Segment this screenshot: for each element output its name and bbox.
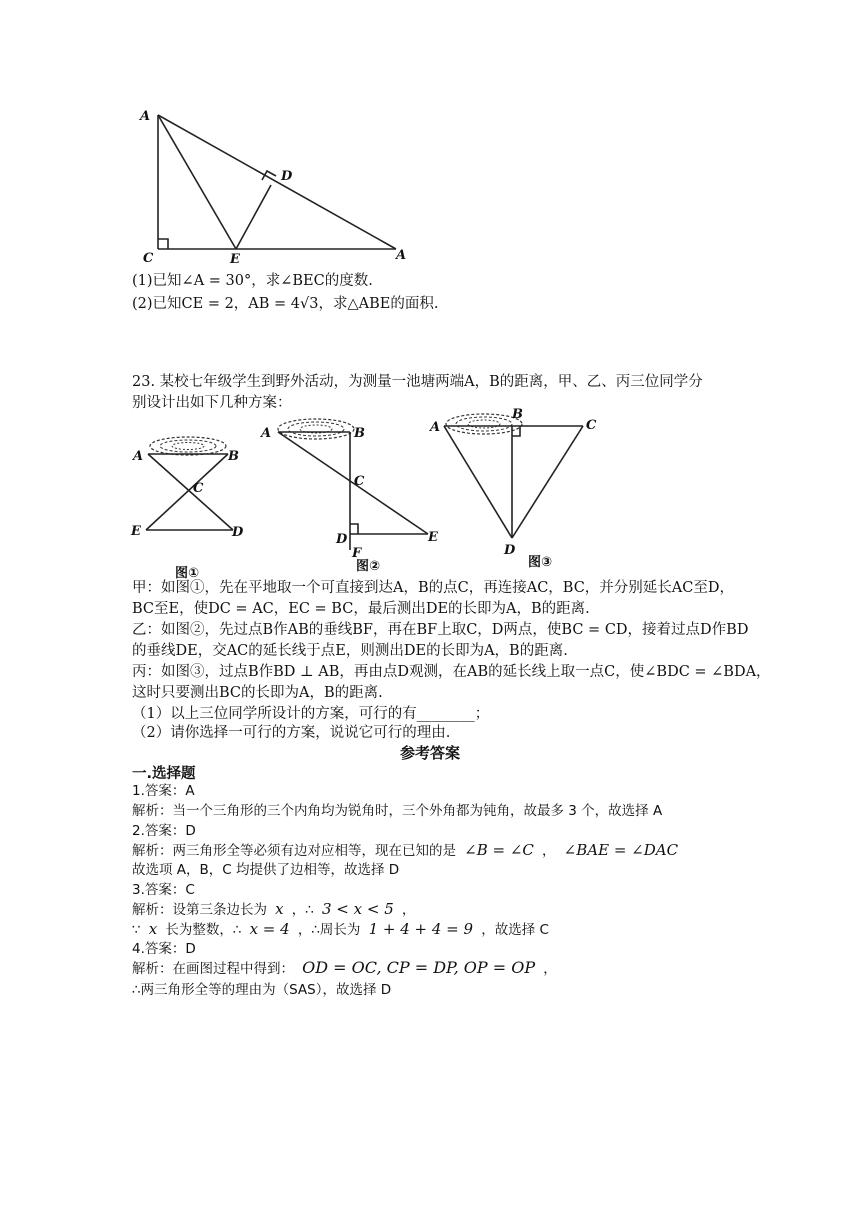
answer-4-explanation-2 [132,980,391,1000]
answer-3-line2-text-1: 长为整数，∴ [165,922,242,938]
q23-sub2: （2）请你选择一可行的方案，说说它可行的理由. [132,725,451,741]
fig3-caption: 图③ [528,555,553,570]
answer-3-explanation-text: 解析：设第三条边长为 [132,902,267,918]
bing-line1: 丙：如图③，过点B作BD ⊥ AB，再由点D观测，在AB的延长线上取一点C，使∠BDC = ∠BDA， [132,664,771,680]
answer-2 [132,821,196,841]
answer-3-end: ， [401,902,416,918]
answer-2-explanation-text: 解析：两三角形全等必须有边对应相等，现在已知的是 [132,843,456,859]
fig2-caption: 图② [356,559,381,572]
answer-3-explanation-2 [132,919,549,940]
fig3-label-a: A [430,420,441,435]
answer-3-explanation [132,899,415,920]
fig1-caption: 图① [175,566,200,581]
fig3-label-c: C [586,418,597,433]
fig1-label-c: C [193,481,204,496]
q23-figure-3 [428,402,608,574]
jia-line1: 甲：如图①，先在平地取一个可直接到达A，B的点C，再连接AC，BC，并分别延长AC至D， [132,580,734,596]
answer-1-explanation-text: 解析：当一个三角形的三个内角均为锐角时，三个外角都为钝角，故最多 3 个，故选择 A [132,803,663,819]
answer-4-text: 4.答案：D [132,941,196,957]
pond-icon [278,419,354,439]
fig1-label-b: B [228,449,239,464]
answer-2-explanation [132,840,678,861]
q22-label-e: E [230,252,240,265]
answer-3-line2-text-3: ，故选择 C [481,922,549,938]
answer-3-mid: ，∴ [291,902,314,918]
q23-figure-2 [256,412,446,572]
fig1-label-d: D [232,525,244,540]
q23-sub1: （1）以上三位同学所设计的方案，可行的有________； [132,706,490,722]
answer-2-explanation-2-text: 故选项 A，B，C 均提供了边相等，故选择 D [132,862,400,878]
fig2-label-e: E [428,530,438,545]
fig3-label-b: B [512,407,523,422]
q22-label-a-right: A [396,248,407,263]
q22-label-c: C [143,251,154,265]
q22-triangle-figure [138,105,418,265]
fig2-label-f: F [352,546,362,561]
pond-icon [150,437,226,455]
answer-3-text: 3.答案：C [132,882,195,898]
answer-4-math: OD = OC, CP = DP, OP = OP [302,958,536,977]
q22-part1: (1)已知∠A = 30°，求∠BEC的度数. [132,273,373,289]
fig1-label-a: A [133,449,144,464]
answer-3 [132,880,195,900]
answer-2-math-2: ∠BAE = ∠DAC [563,841,679,859]
answer-4 [132,939,196,959]
q22-part2: (2)已知CE = 2，AB = 4√3，求△ABE的面积. [132,296,439,312]
answer-3-line2-text-2: ，∴周长为 [297,922,361,938]
bing-line2: 这时只要测出BC的长即为A，B的距离. [132,685,383,701]
answer-4-end: ， [543,961,557,977]
fig1-label-e: E [131,524,141,539]
answer-3-because: ∵ [132,922,141,938]
answer-4-explanation-text: 解析：在画图过程中得到： [132,961,294,977]
answer-3-line2-math-3: 1 + 4 + 4 = 9 [368,920,474,938]
answer-4-explanation-2-text: ∴两三角形全等的理由为（SAS），故选择 D [132,982,392,998]
answer-1 [132,781,195,801]
yi-line1: 乙：如图②，先过点B作AB的垂线BF，再在BF上取C，D两点，使BC = CD，接着过点D作BD [132,622,749,638]
answer-3-line2-math-2: x = 4 [249,920,290,938]
answer-2-separator: ， [542,843,556,859]
answer-3-math-2: 3 < x < 5 [321,900,394,918]
q23-intro-line1: 23. 某校七年级学生到野外活动，为测量一池塘两端A，B的距离，甲、乙、丙三位同学分 [132,374,703,390]
answer-3-line2-math-1: x [148,920,158,938]
answers-section-title: 一.选择题 [132,766,196,782]
q22-label-a-top: A [140,109,151,124]
fig2-label-c: C [354,474,365,489]
answer-2-math-1: ∠B = ∠C [464,841,534,859]
answer-1-text: 1.答案：A [132,783,195,799]
fig3-label-d: D [504,543,516,558]
answer-2-explanation-2 [132,860,399,880]
answer-2-text: 2.答案：D [132,823,196,839]
answer-4-explanation [132,958,557,979]
answer-3-math-1: x [275,900,284,918]
jia-line2: BC至E，使DC = AC，EC = BC，最后测出DE的长即为A，B的距离. [132,601,590,617]
answer-1-explanation [132,801,662,821]
fig2-label-a: A [261,426,272,441]
pond-icon [446,414,522,434]
q22-label-d: D [281,169,293,184]
answers-heading: 参考答案 [399,744,460,762]
q23-intro-line2: 别设计出如下几种方案： [132,395,292,411]
q23-figure-1 [128,432,258,582]
fig2-label-b: B [354,426,365,441]
fig2-label-d: D [336,532,348,547]
yi-line2: 的垂线DE，交AC的延长线于点E，则测出DE的长即为A，B的距离. [132,643,568,659]
